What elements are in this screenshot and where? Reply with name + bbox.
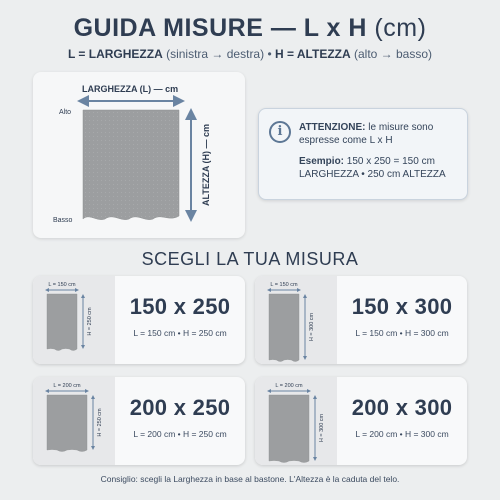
- thumb-curtain: [269, 395, 309, 463]
- top-label: Alto: [59, 109, 72, 116]
- footer-tip: Consiglio: scegli la Larghezza in base al bastone. L'Altezza è la caduta del telo.: [100, 474, 400, 484]
- option-thumbnail: [33, 377, 115, 465]
- thumb-width-label: L = 200 cm: [275, 383, 303, 389]
- curtain-shape: [83, 110, 179, 220]
- thumb-width-label: L = 150 cm: [48, 282, 76, 288]
- option-size: 150 x 250: [129, 294, 231, 319]
- section-title: SCEGLI LA TUA MISURA: [141, 249, 359, 269]
- thumb-height-label: H = 300 cm: [309, 312, 315, 342]
- info-box: [258, 108, 468, 200]
- thumb-curtain: [47, 294, 77, 351]
- example-text: Esempio: 150 x 250 = 150 cm LARGHEZZA • 250 cm ALTEZZA: [299, 156, 446, 180]
- bottom-label: Basso: [53, 217, 73, 224]
- thumb-height-label: H = 250 cm: [97, 408, 103, 437]
- thumb-width-label: L = 200 cm: [53, 383, 81, 389]
- option-thumbnail: [33, 276, 115, 364]
- thumb-curtain: [269, 294, 299, 362]
- size-option-200x250[interactable]: [33, 377, 245, 465]
- thumb-width-label: L = 150 cm: [270, 282, 298, 288]
- option-dims: L = 150 cm • H = 250 cm: [133, 328, 227, 338]
- size-option-200x300[interactable]: [255, 377, 467, 465]
- page-title: GUIDA MISURE — L x H (cm): [73, 14, 427, 42]
- option-size: 200 x 250: [129, 395, 231, 420]
- width-label: LARGHEZZA (L) — cm: [82, 84, 179, 94]
- option-dims: L = 200 cm • H = 250 cm: [133, 429, 227, 439]
- info-icon: i: [269, 121, 291, 143]
- thumb-curtain: [47, 395, 87, 452]
- curtain-diagram: [33, 72, 245, 238]
- thumb-height-label: H = 300 cm: [319, 413, 325, 443]
- size-option-150x250[interactable]: [33, 276, 245, 364]
- size-option-150x300[interactable]: [255, 276, 467, 364]
- height-label: ALTEZZA (H) — cm: [201, 124, 211, 206]
- option-thumbnail: [255, 276, 337, 364]
- option-dims: L = 150 cm • H = 300 cm: [355, 328, 449, 338]
- page-subtitle: L = LARGHEZZA (sinistra → destra) • H = ALTEZZA (alto → basso): [67, 47, 433, 61]
- measure-diagram-panel: [33, 72, 245, 238]
- option-size: 150 x 300: [351, 294, 453, 319]
- attention-text: ATTENZIONE: le misure sono espresse come L x H: [299, 122, 434, 146]
- option-thumbnail: [255, 377, 337, 465]
- thumb-height-label: H = 250 cm: [87, 307, 93, 336]
- option-size: 200 x 300: [351, 395, 453, 420]
- option-dims: L = 200 cm • H = 300 cm: [355, 429, 449, 439]
